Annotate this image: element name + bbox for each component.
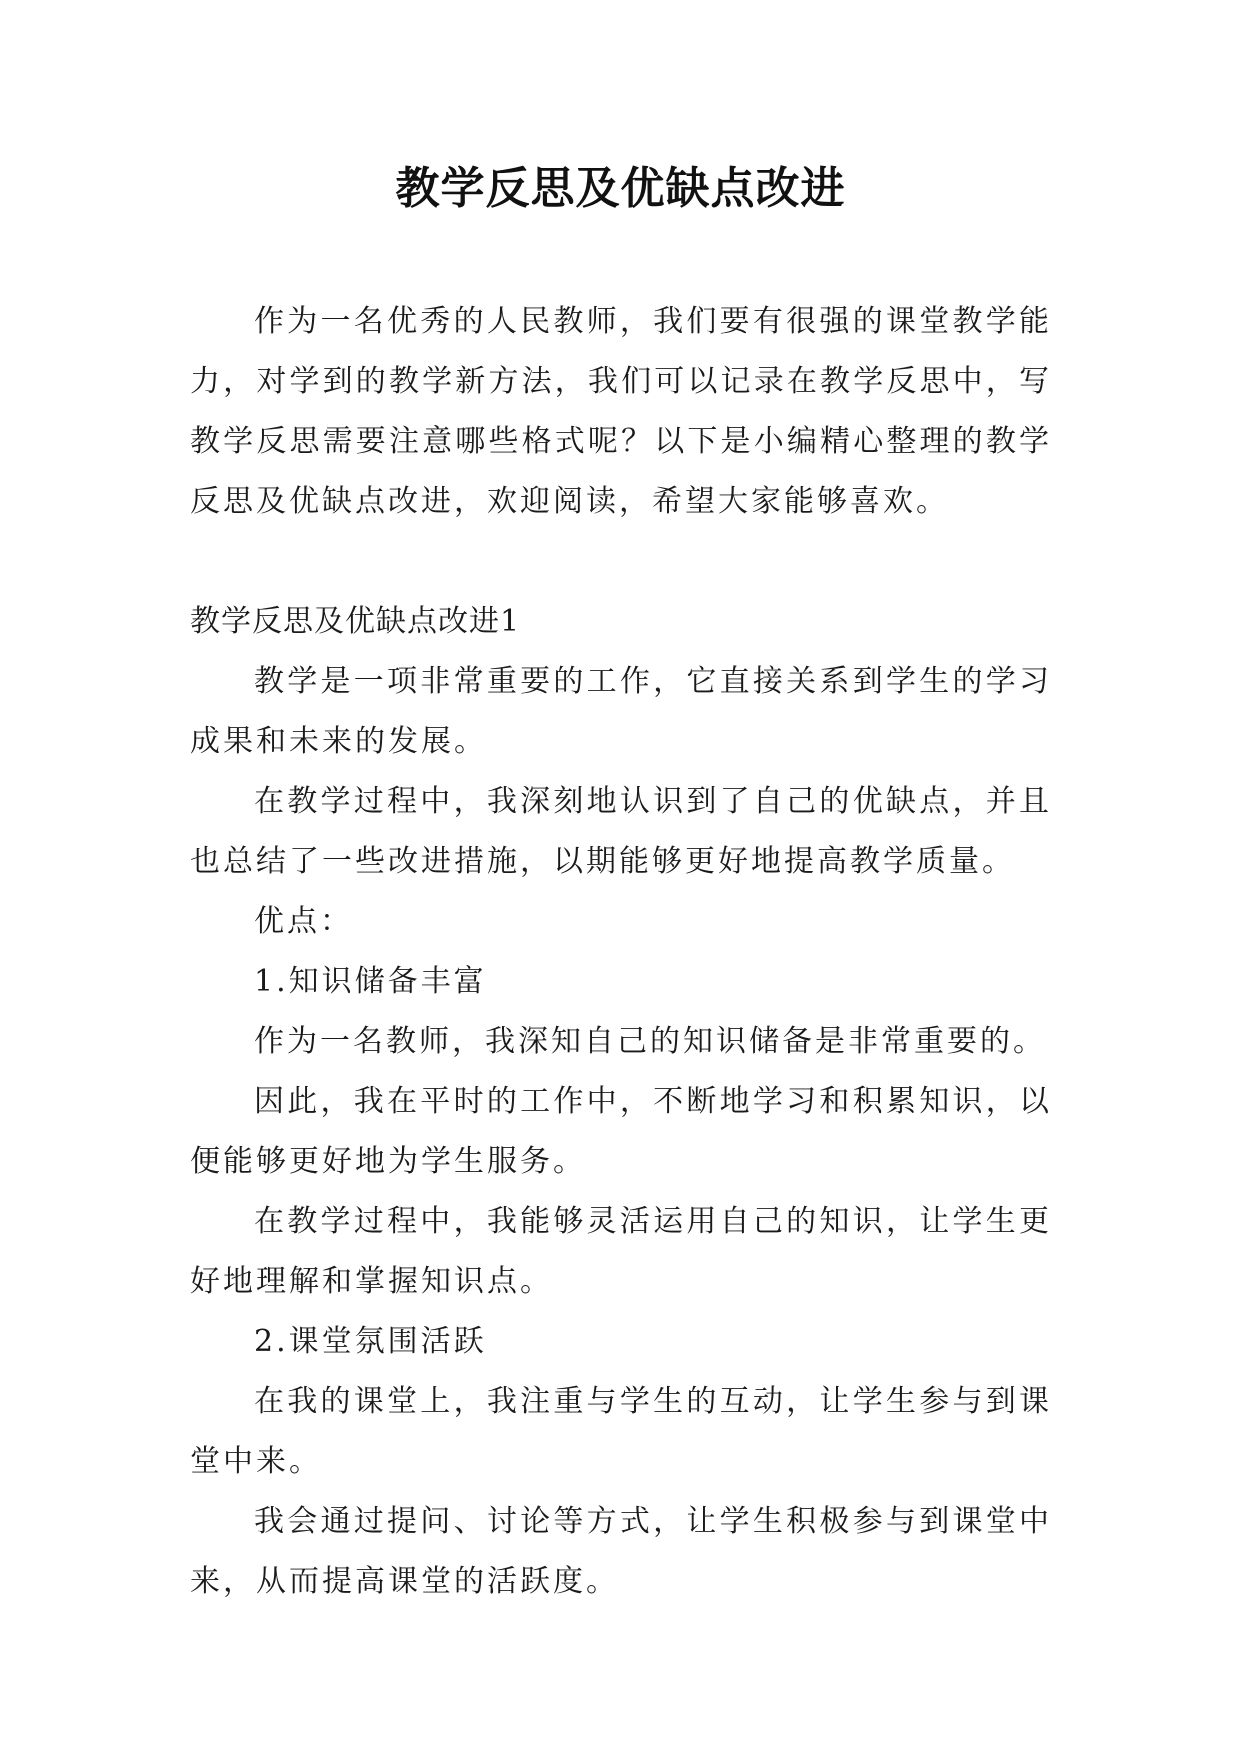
body-paragraph: 我会通过提问、讨论等方式，让学生积极参与到课堂中来，从而提高课堂的活跃度。	[190, 1504, 1052, 1599]
section-gap	[190, 532, 1052, 592]
document-body	[190, 292, 1052, 1612]
body-paragraph: 作为一名教师，我深知自己的知识储备是非常重要的。	[254, 1024, 1046, 1059]
body-paragraph: 在我的课堂上，我注重与学生的互动，让学生参与到课堂中来。	[190, 1384, 1052, 1479]
list-heading-atmosphere: 2.课堂氛围活跃	[254, 1324, 487, 1359]
intro-paragraph: 作为一名优秀的人民教师，我们要有很强的课堂教学能力，对学到的教学新方法，我们可以记录在教学反思中，写教学反思需要注意哪些格式呢？以下是小编精心整理的教学反思及优缺点改进，欢迎阅读，希望大家能够喜欢。	[190, 304, 1052, 519]
list-heading-knowledge: 1.知识储备丰富	[254, 964, 487, 999]
document-title: 教学反思及优缺点改进	[395, 163, 846, 214]
body-paragraph: 因此，我在平时的工作中，不断地学习和积累知识，以便能够更好地为学生服务。	[190, 1084, 1052, 1179]
section-heading: 教学反思及优缺点改进1	[190, 604, 521, 639]
body-paragraph: 教学是一项非常重要的工作，它直接关系到学生的学习成果和未来的发展。	[190, 664, 1052, 759]
subheading-strengths: 优点：	[254, 904, 353, 939]
body-paragraph: 在教学过程中，我能够灵活运用自己的知识，让学生更好地理解和掌握知识点。	[190, 1204, 1052, 1299]
body-paragraph: 在教学过程中，我深刻地认识到了自己的优缺点，并且也总结了一些改进措施，以期能够更好地提高教学质量。	[190, 784, 1052, 879]
